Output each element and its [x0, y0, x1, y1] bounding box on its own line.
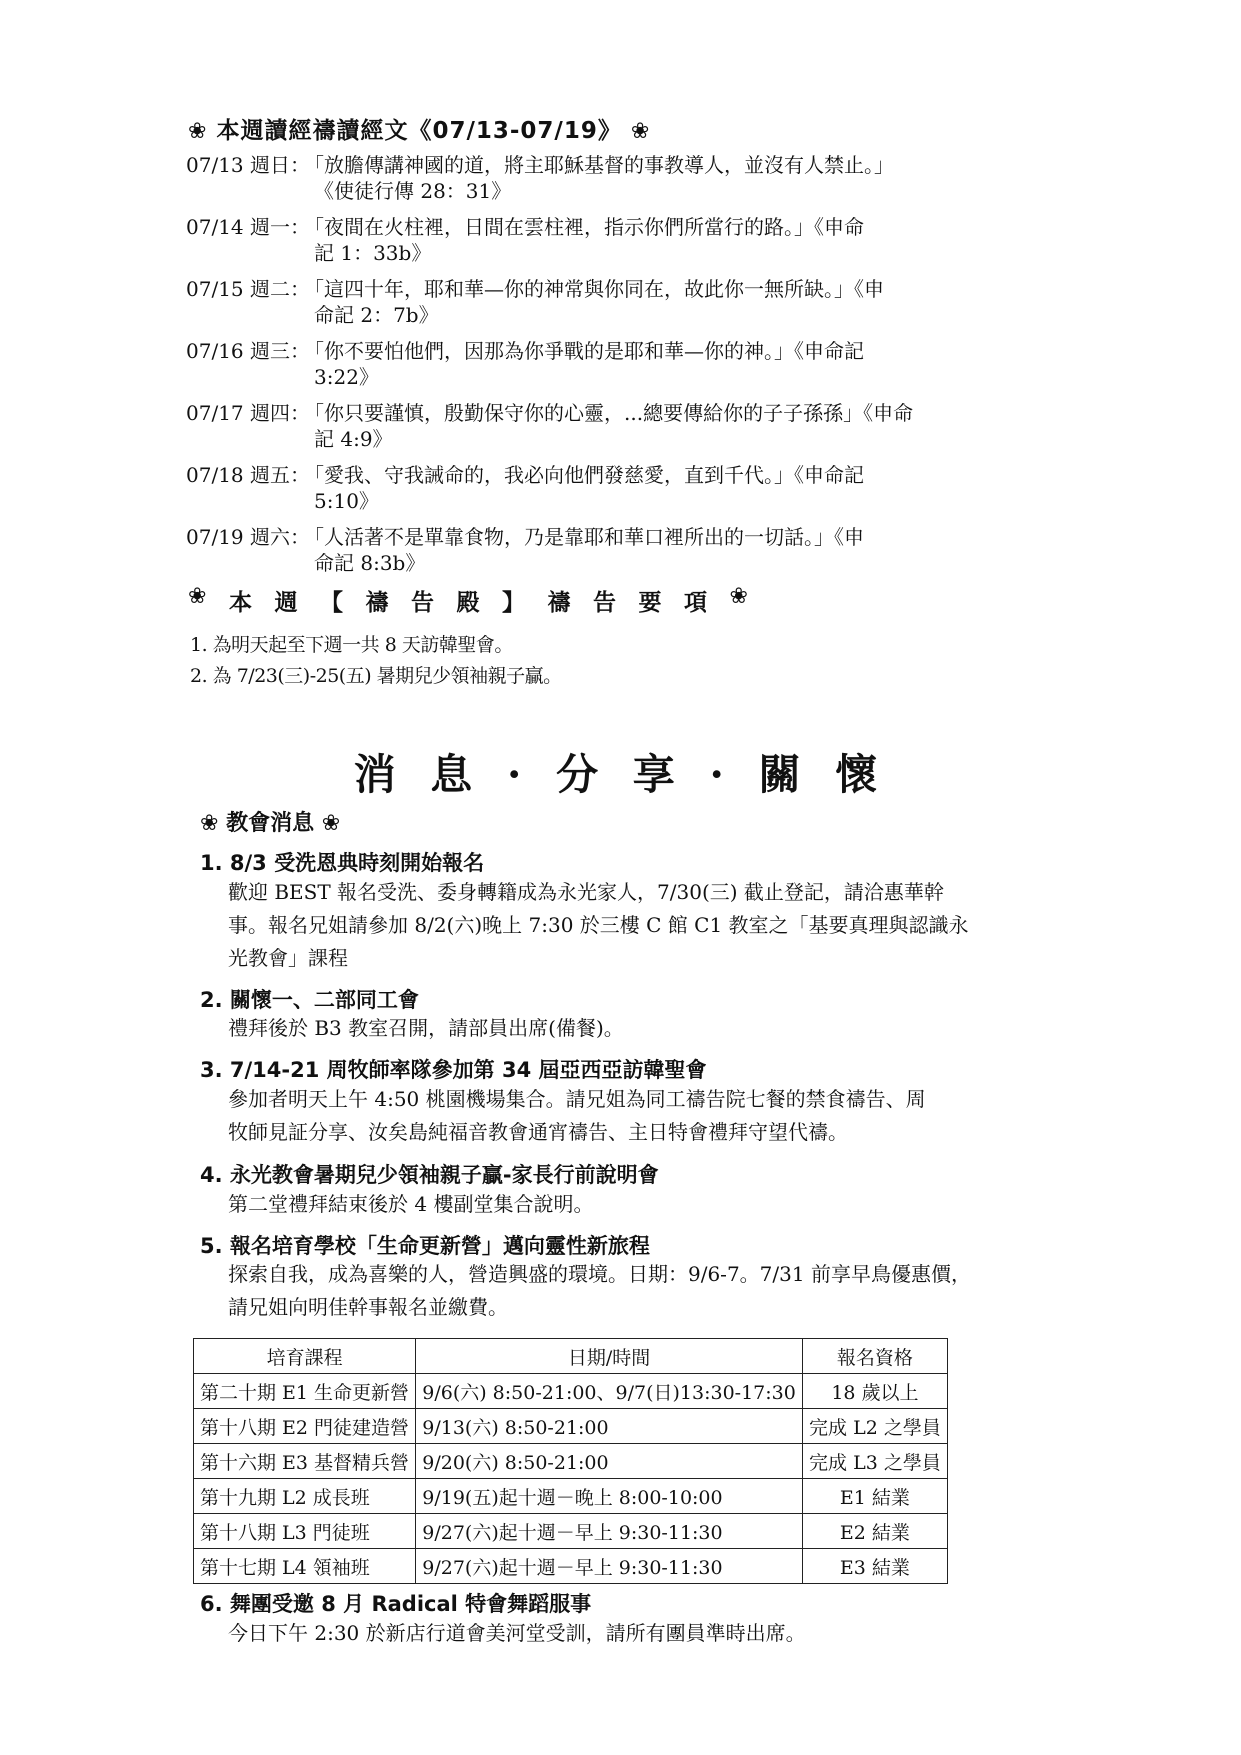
news-item-title: 3. 7/14-21 周牧師率隊參加第 34 屆亞西亞訪韓聖會	[200, 1058, 707, 1082]
reading-reference: 命記 2：7b》	[314, 303, 439, 327]
course-name-cell: 第十六期 E3 基督精兵營	[194, 1444, 416, 1479]
table-row	[194, 1444, 948, 1479]
reading-date: 07/19 週六：	[186, 525, 310, 549]
news-item-body	[228, 1258, 1028, 1324]
reading-verse: 「你不要怕他們，因那為你爭戰的是耶和華—你的神。」《申命記	[304, 339, 864, 363]
course-name-cell: 第十八期 L3 門徒班	[194, 1514, 416, 1549]
flower-icon: ❀	[188, 584, 207, 609]
course-name-cell: 第十七期 L4 領袖班	[194, 1549, 416, 1584]
prayer-item: 2. 為 7/23(三)-25(五) 暑期兒少領袖親子贏。	[190, 665, 562, 687]
reading-date: 07/15 週二：	[186, 277, 310, 301]
course-date-cell: 9/27(六)起十週－早上 9:30-11:30	[416, 1549, 803, 1584]
course-qualification-cell: E1 結業	[802, 1479, 947, 1514]
prayer-title-char: 告	[410, 590, 434, 616]
prayer-title-char: 本	[228, 590, 252, 616]
reading-verse: 「放膽傳講神國的道，將主耶穌基督的事教導人，並沒有人禁止。」	[304, 153, 894, 177]
news-item-line: 歡迎 BEST 報名受洗、委身轉籍成為永光家人，7/30(三) 截止登記，請洽惠華幹	[228, 880, 944, 904]
reading-date: 07/14 週一：	[186, 215, 310, 239]
table-header-cell: 報名資格	[802, 1339, 947, 1374]
reading-date: 07/17 週四：	[186, 401, 310, 425]
flower-icon: ❀	[630, 119, 651, 144]
reading-reference: 《使徒行傳 28：31》	[314, 179, 512, 203]
news-item-line: 探索自我，成為喜樂的人，營造興盛的環境。日期：9/6-7。7/31 前享早鳥優惠價，	[228, 1262, 971, 1286]
course-date-cell: 9/27(六)起十週－早上 9:30-11:30	[416, 1514, 803, 1549]
prayer-item: 1. 為明天起至下週一共 8 天訪韓聖會。	[190, 634, 513, 656]
reading-verse: 「這四十年，耶和華—你的神常與你同在，故此你一無所缺。」《申	[304, 277, 884, 301]
prayer-title-char: 項	[683, 590, 707, 616]
news-item-title: 1. 8/3 受洗恩典時刻開始報名	[200, 851, 485, 875]
table-header-row	[194, 1339, 948, 1374]
course-qualification-cell: 完成 L2 之學員	[802, 1409, 947, 1444]
news-item-title: 5. 報名培育學校「生命更新營」邁向靈性新旅程	[200, 1234, 650, 1258]
reading-reference: 記 1：33b》	[314, 241, 432, 265]
news-item-body	[228, 876, 1028, 975]
course-qualification-cell: E3 結業	[802, 1549, 947, 1584]
reading-section-title	[188, 112, 650, 145]
prayer-title-char: 】	[501, 590, 525, 616]
course-name-cell: 第十八期 E2 門徒建造營	[194, 1409, 416, 1444]
reading-date: 07/16 週三：	[186, 339, 310, 363]
news-item-line: 牧師見証分享、汝矣島純福音教會通宵禱告、主日特會禮拜守望代禱。	[228, 1120, 848, 1144]
prayer-title-char: 週	[274, 590, 298, 616]
prayer-title-char: 禱	[365, 590, 389, 616]
course-qualification-cell: E2 結業	[802, 1514, 947, 1549]
news-item-line: 事。報名兄姐請參加 8/2(六)晚上 7:30 於三樓 C 館 C1 教室之「基要真理與認識永	[228, 913, 969, 937]
news-item-line: 第二堂禮拜結束後於 4 樓副堂集合說明。	[228, 1192, 594, 1216]
course-date-cell: 9/13(六) 8:50-21:00	[416, 1409, 803, 1444]
news-item-body	[228, 1083, 1028, 1149]
course-date-cell: 9/19(五)起十週－晚上 8:00-10:00	[416, 1479, 803, 1514]
course-table	[193, 1338, 948, 1584]
reading-date: 07/13 週日：	[186, 153, 310, 177]
reading-reference: 5:10》	[314, 489, 379, 513]
reading-verse: 「人活著不是單靠食物，乃是靠耶和華口裡所出的一切話。」《申	[304, 525, 864, 549]
table-row	[194, 1514, 948, 1549]
news-item-line: 禮拜後於 B3 教室召開，請部員出席(備餐)。	[228, 1016, 624, 1040]
course-qualification-cell: 完成 L3 之學員	[802, 1444, 947, 1479]
table-row	[194, 1374, 948, 1409]
flower-icon: ❀	[729, 584, 748, 609]
reading-title-text: 本週讀經禱讀經文《07/13-07/19》	[216, 118, 622, 144]
prayer-title-char: 殿	[456, 590, 480, 616]
table-header-cell: 日期/時間	[416, 1339, 803, 1374]
prayer-title-char: 告	[592, 590, 616, 616]
news-section-title: ❀ 教會消息 ❀	[200, 811, 341, 836]
news-item-title: 4. 永光教會暑期兒少領袖親子贏-家長行前說明會	[200, 1163, 659, 1187]
news-item-line: 參加者明天上午 4:50 桃園機場集合。請兄姐為同工禱告院七餐的禁食禱告、周	[228, 1087, 926, 1111]
prayer-title-char: 要	[638, 590, 662, 616]
table-row	[194, 1479, 948, 1514]
reading-reference: 記 4:9》	[314, 427, 393, 451]
news-item-line: 光教會」課程	[228, 946, 348, 970]
flower-icon: ❀	[188, 119, 208, 144]
table-header-cell: 培育課程	[194, 1339, 416, 1374]
prayer-title-char: 禱	[547, 590, 571, 616]
course-name-cell: 第二十期 E1 生命更新營	[194, 1374, 416, 1409]
reading-reference: 命記 8:3b》	[314, 551, 426, 575]
course-qualification-cell: 18 歲以上	[802, 1374, 947, 1409]
table-row	[194, 1409, 948, 1444]
page-title: 消 息 · 分 享 · 關 懷	[353, 750, 888, 799]
news-item-title: 2. 關懷一、二部同工會	[200, 988, 419, 1012]
reading-date: 07/18 週五：	[186, 463, 310, 487]
course-name-cell: 第十九期 L2 成長班	[194, 1479, 416, 1514]
news-item-title: 6. 舞團受邀 8 月 Radical 特會舞蹈服事	[200, 1592, 592, 1616]
course-date-cell: 9/20(六) 8:50-21:00	[416, 1444, 803, 1479]
course-date-cell: 9/6(六) 8:50-21:00、9/7(日)13:30-17:30	[416, 1374, 803, 1409]
news-item-body	[228, 1012, 1028, 1045]
reading-verse: 「夜間在火柱裡，日間在雲柱裡，指示你們所當行的路。」《申命	[304, 215, 864, 239]
reading-verse: 「你只要謹慎，殷勤保守你的心靈，...總要傳給你的子子孫孫」《申命	[304, 401, 914, 425]
prayer-section-title	[188, 584, 748, 617]
news-item-body	[228, 1188, 1028, 1221]
reading-reference: 3:22》	[314, 365, 379, 389]
news-item-line: 今日下午 2:30 於新店行道會美河堂受訓，請所有團員準時出席。	[228, 1621, 806, 1645]
reading-verse: 「愛我、守我誡命的，我必向他們發慈愛，直到千代。」《申命記	[304, 463, 864, 487]
table-row	[194, 1549, 948, 1584]
prayer-title-char: 【	[319, 590, 343, 616]
news-item-body	[228, 1617, 1028, 1650]
news-item-line: 請兄姐向明佳幹事報名並繳費。	[228, 1295, 508, 1319]
